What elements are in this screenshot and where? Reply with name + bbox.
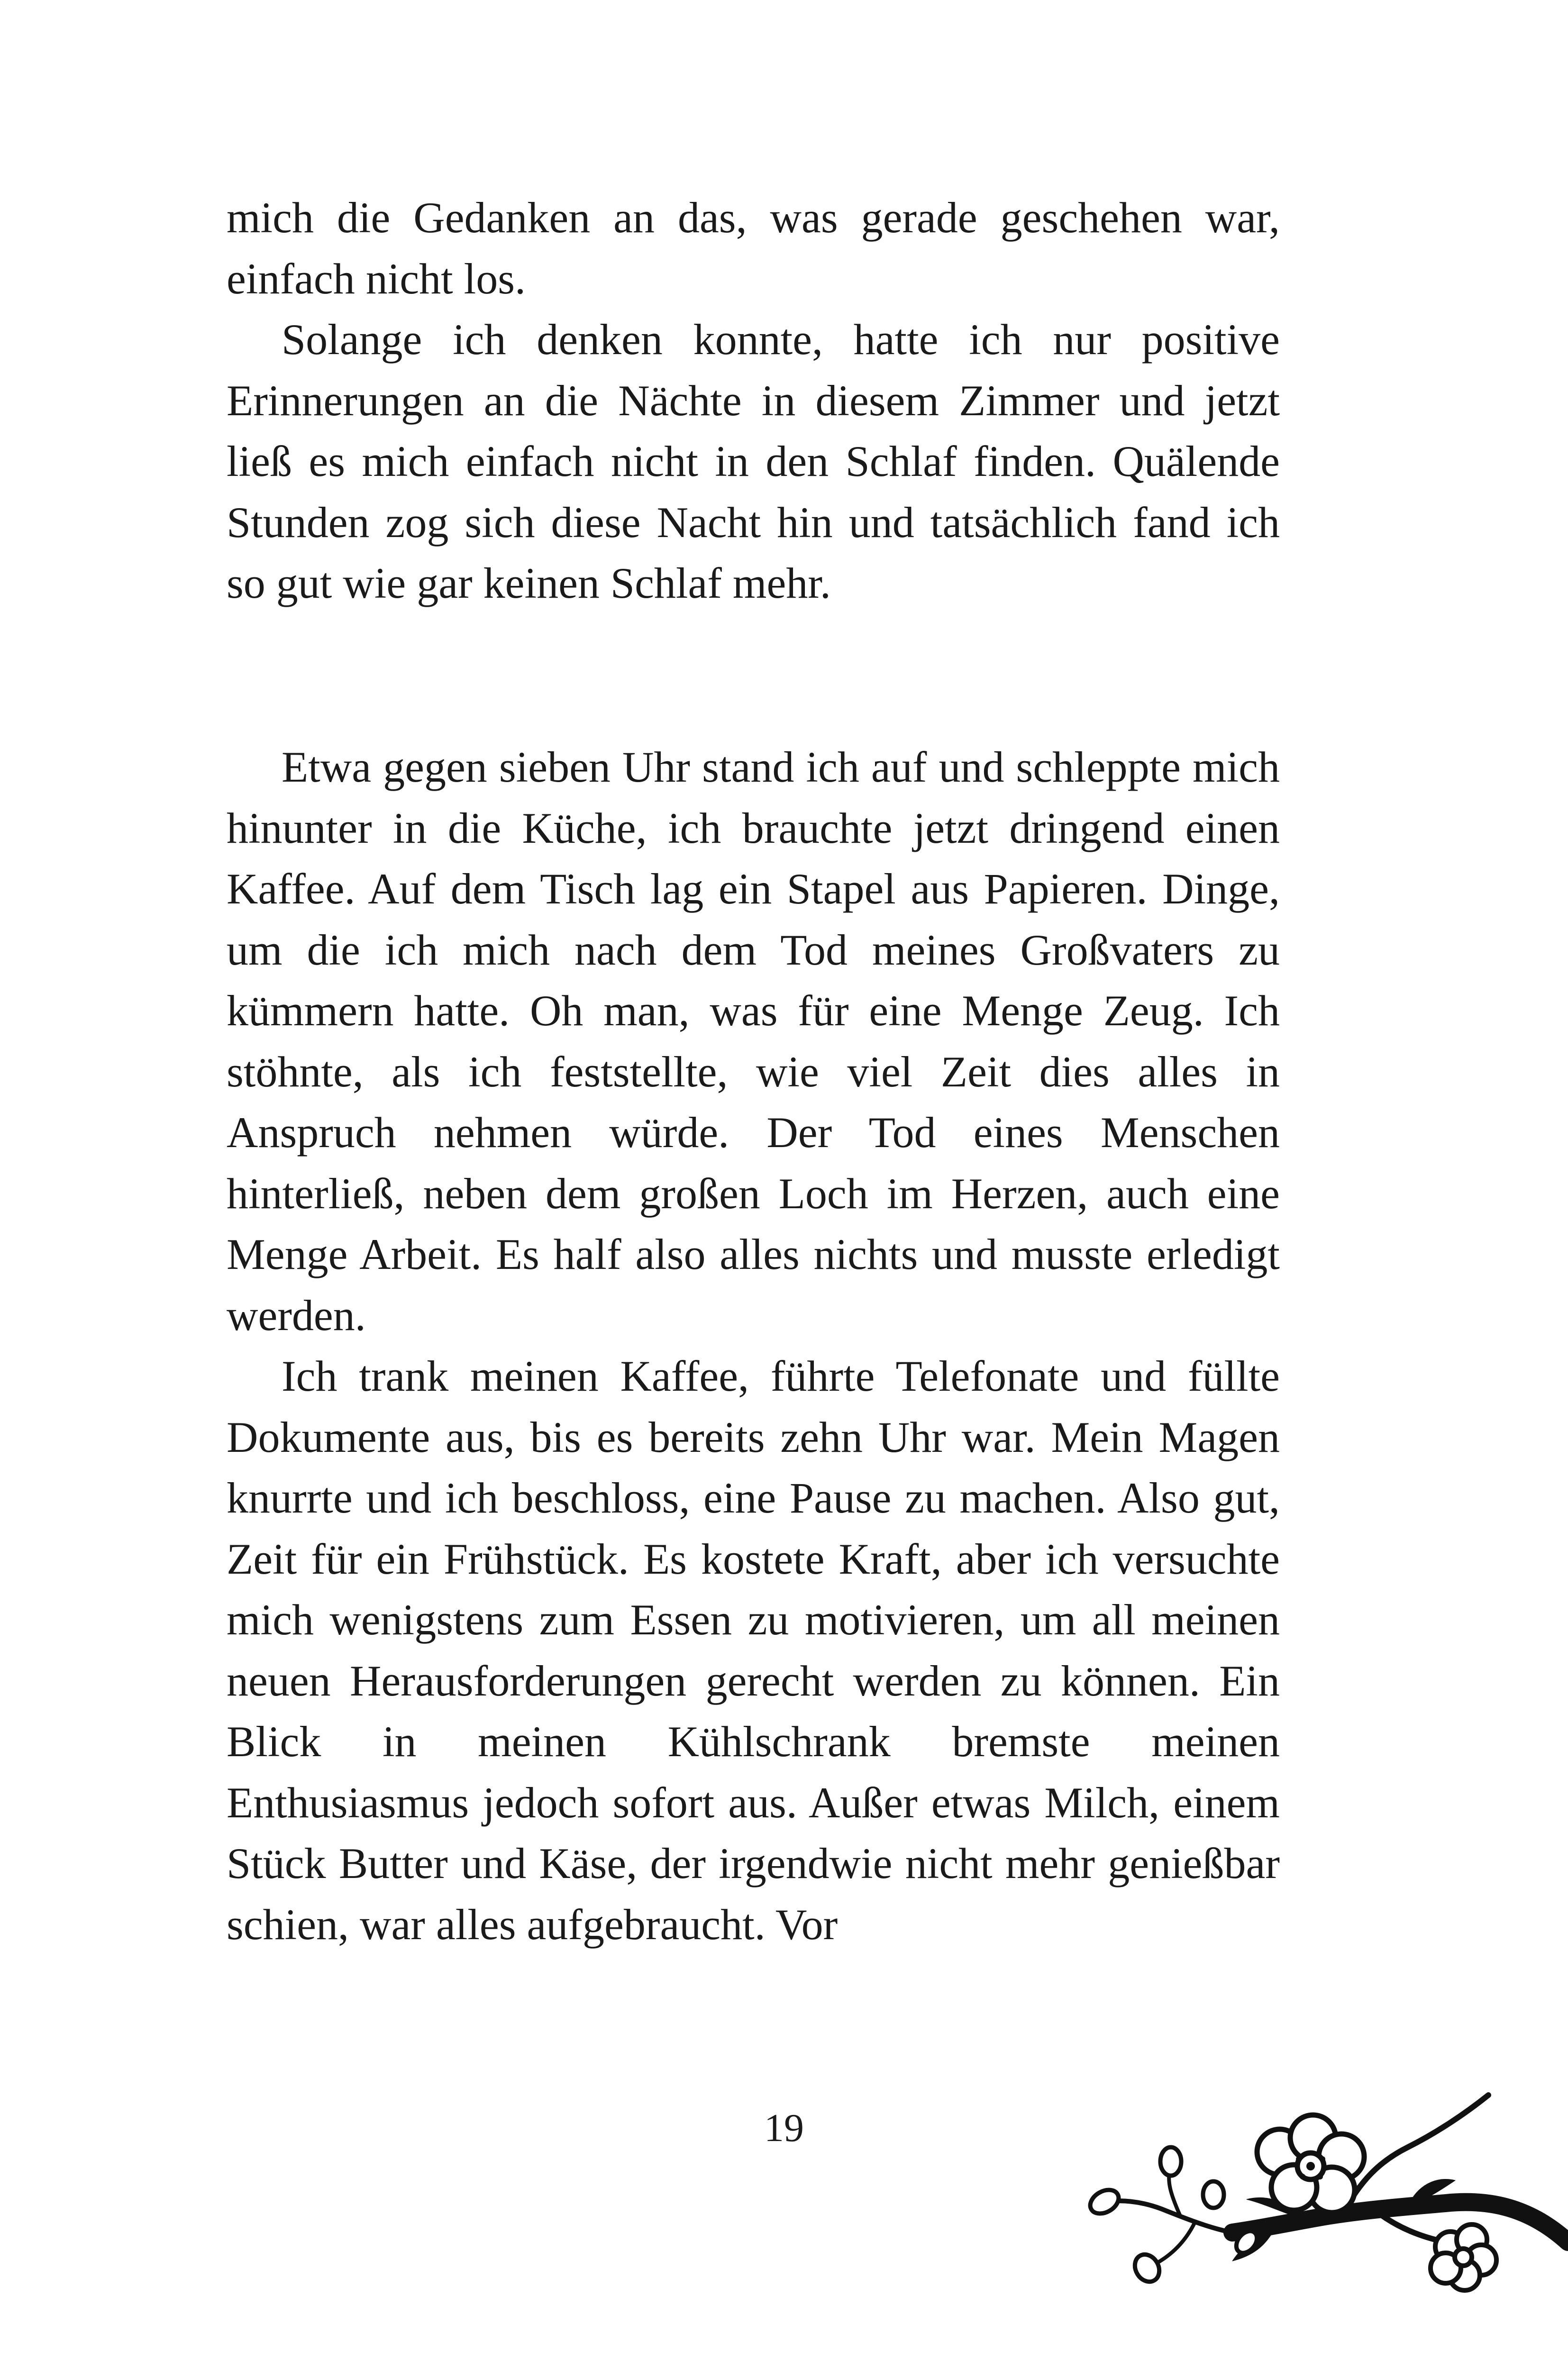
text-section-2 xyxy=(227,737,1280,1955)
text-section-1 xyxy=(227,187,1280,614)
page-number: 19 xyxy=(764,2106,804,2150)
paragraph: Solange ich denken konnte, hatte ich nur positive Erinnerungen an die Nächte in diesem Zimmer und jetzt ließ es mich einfach nicht in den Schlaf finden. Quälende Stunden zog sich diese Nacht hin und tatsächlich fand ich so gut wie gar keinen Schlaf mehr. xyxy=(227,315,1280,607)
cherry-blossom-branch-icon xyxy=(1076,2086,1568,2323)
paragraph: mich die Gedanken an das, was gerade geschehen war, einfach nicht los. xyxy=(227,193,1280,303)
paragraph: Etwa gegen sieben Uhr stand ich auf und schleppte mich hinunter in die Küche, ich brauchte jetzt dringend einen Kaffee. Auf dem Tisch lag ein Stapel aus Papieren. Dinge, um die ich mich nach dem Tod meines Großvaters zu kümmern hatte. Oh man, was für eine Menge Zeug. Ich stöhnte, als ich feststellte, wie viel Zeit dies alles in Anspruch nehmen würde. Der Tod eines Menschen hinterließ, neben dem großen Loch im Herzen, auch eine Menge Arbeit. Es half also alles nichts und musste erledigt werden. xyxy=(227,743,1280,1340)
paragraph: Ich trank meinen Kaffee, führte Telefonate und füllte Dokumente aus, bis es bereits zehn Uhr war. Mein Magen knurrte und ich beschloss, eine Pause zu machen. Also gut, Zeit für ein Frühstück. Es kostete Kraft, aber ich versuchte mich wenigstens zum Essen zu motivieren, um all meinen neuen Herausforderungen gerecht werden zu können. Ein Blick in meinen Kühlschrank bremste meinen Enthusiasmus jedoch sofort aus. Außer etwas Milch, einem Stück Butter und Käse, der irgendwie nicht mehr genießbar schien, war alles aufgebraucht. Vor xyxy=(227,1352,1280,1949)
